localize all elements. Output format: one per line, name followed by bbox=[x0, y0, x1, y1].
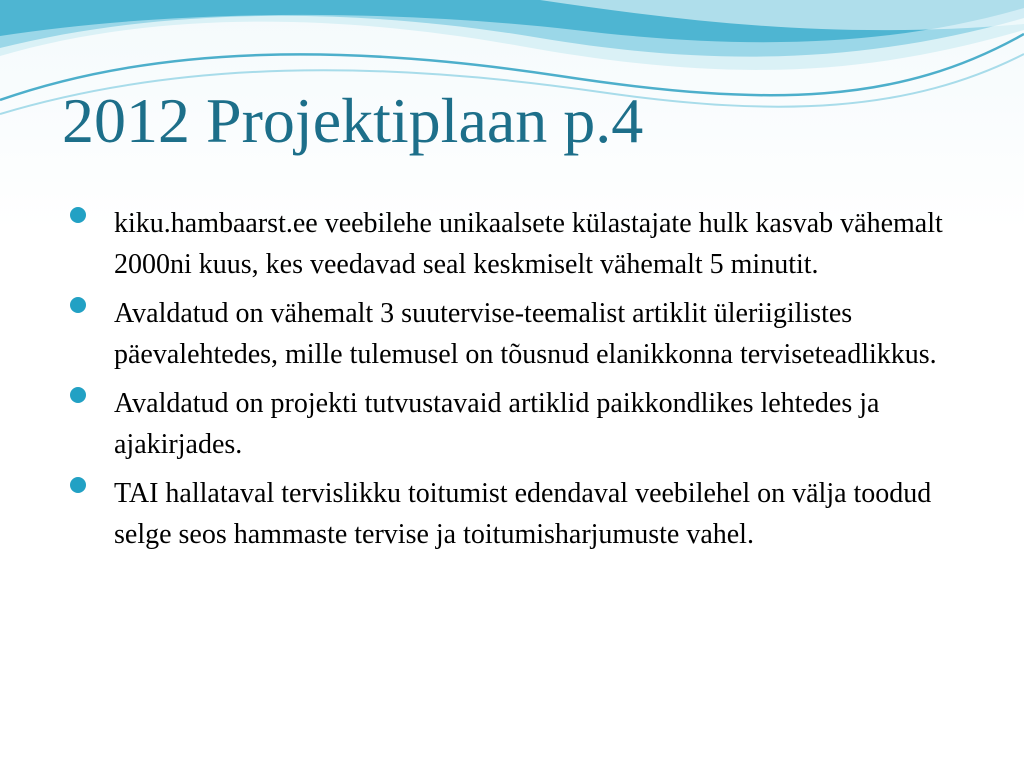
bullet-item-2 bbox=[66, 293, 966, 375]
bullet-text-4: TAI hallataval tervislikku toitumist edendaval veebilehel on välja toodud selge seos hammaste tervise ja toitumisharjumuste vahel. bbox=[114, 478, 932, 550]
slide-title: 2012 Projektiplaan p.4 bbox=[62, 85, 644, 156]
bullet-dot-icon bbox=[70, 387, 86, 403]
bullet-item-3 bbox=[66, 383, 966, 465]
bullet-dot-icon bbox=[70, 297, 86, 313]
bullet-dot-icon bbox=[70, 207, 86, 223]
bullet-text-2: Avaldatud on vähemalt 3 suutervise-teemalist artiklit üleriigilistes päevalehtedes, mille tulemusel on tõusnud elanikkonna terviseteadlikkus. bbox=[114, 298, 937, 370]
bullet-text-1: kiku.hambaarst.ee veebilehe unikaalsete külastajate hulk kasvab vähemalt 2000ni kuus, kes veedavad seal keskmiselt vähemalt 5 minutit. bbox=[114, 208, 943, 280]
bullet-text-3: Avaldatud on projekti tutvustavaid artiklid paikkondlikes lehtedes ja ajakirjades. bbox=[114, 388, 880, 460]
bullet-dot-icon bbox=[70, 477, 86, 493]
bullet-item-4 bbox=[66, 473, 966, 555]
bullet-list bbox=[66, 203, 966, 563]
bullet-item-1 bbox=[66, 203, 966, 285]
